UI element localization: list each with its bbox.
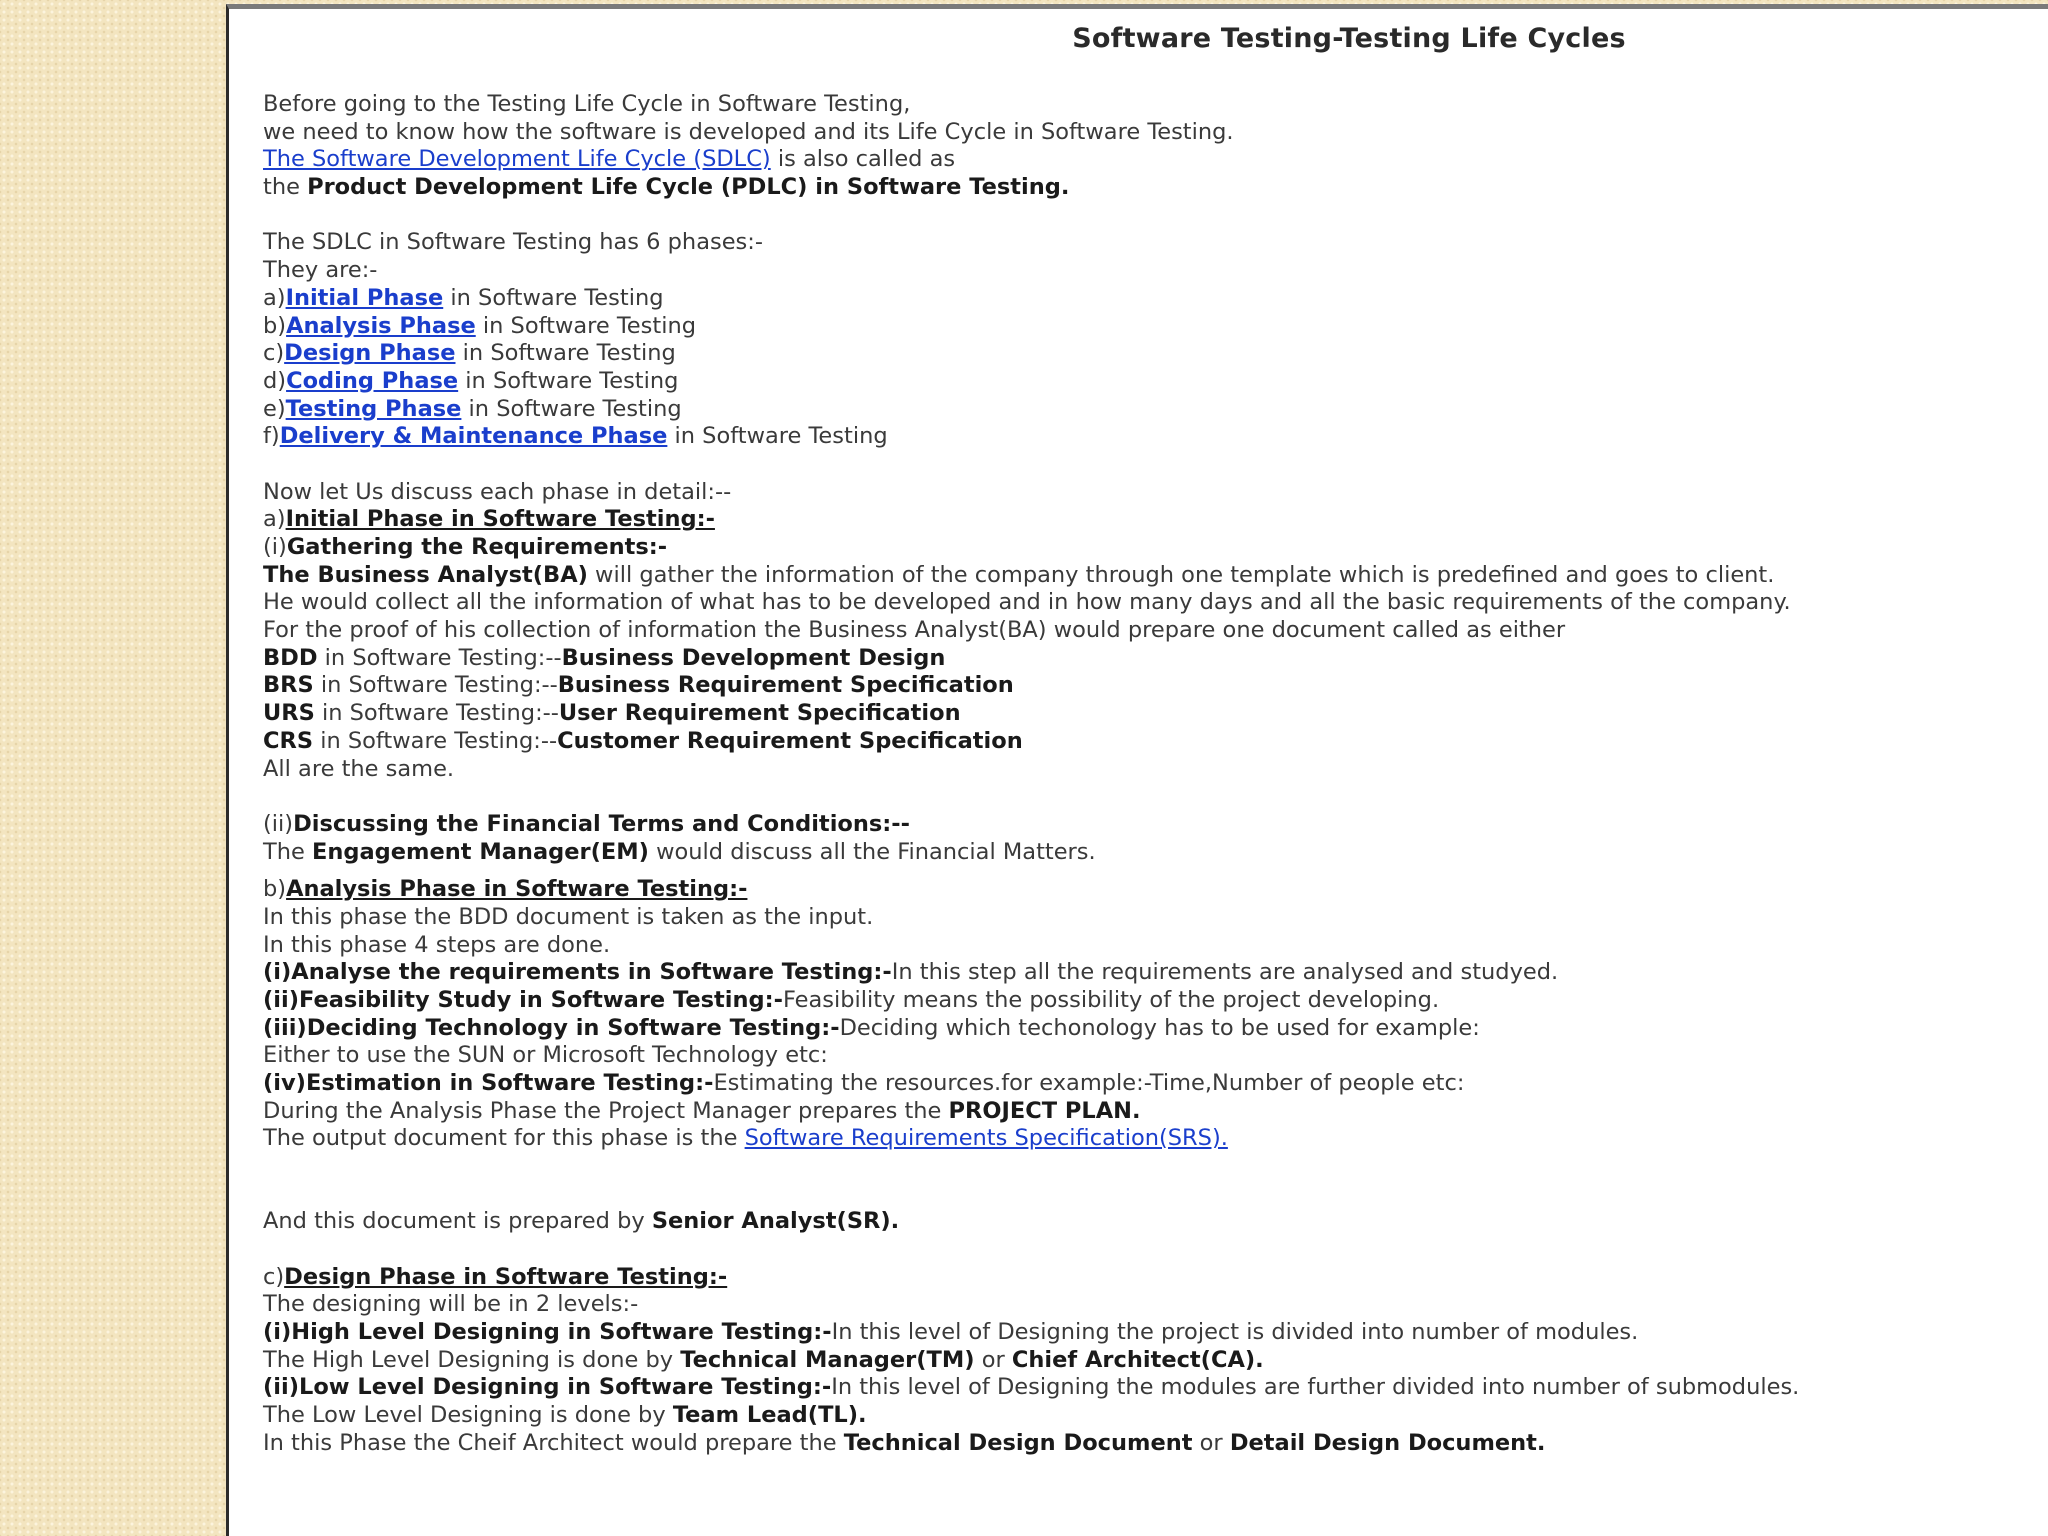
- subheading: (ii)Discussing the Financial Terms and Conditions:--: [263, 810, 910, 837]
- coding-phase-link[interactable]: Coding Phase: [286, 367, 459, 394]
- paragraph-line: The designing will be in 2 levels:-: [263, 1291, 639, 1318]
- analysis-phase-link[interactable]: Analysis Phase: [286, 312, 476, 339]
- step-line: (ii)Low Level Designing in Software Testing:-In this level of Designing the modules are further divided into number of submodules.: [263, 1374, 1800, 1401]
- phases-intro: The SDLC in Software Testing has 6 phases:-: [263, 229, 763, 256]
- paragraph-line: And this document is prepared by Senior Analyst(SR).: [263, 1208, 900, 1235]
- paragraph-line: The Low Level Designing is done by Team Lead(TL).: [263, 1401, 867, 1428]
- doc-item: CRS in Software Testing:--Customer Requirement Specification: [263, 727, 1023, 754]
- paragraph-line: The High Level Designing is done by Technical Manager(TM) or Chief Architect(CA).: [263, 1346, 1264, 1373]
- step-line: (i)High Level Designing in Software Testing:-In this level of Designing the project is divided into number of modules.: [263, 1318, 1639, 1345]
- phases-intro: They are:-: [263, 257, 378, 284]
- step-line: (iv)Estimation in Software Testing:-Estimating the resources.for example:-Time,Number of people etc:: [263, 1070, 1465, 1097]
- paragraph-line: In this phase the BDD document is taken as the input.: [263, 903, 874, 930]
- doc-item: BRS in Software Testing:--Business Requirement Specification: [263, 672, 1014, 699]
- list-item: a)Initial Phase in Software Testing: [263, 284, 664, 311]
- doc-item: URS in Software Testing:--User Requirement Specification: [263, 700, 961, 727]
- paragraph-line: Either to use the SUN or Microsoft Technology etc:: [263, 1042, 828, 1069]
- design-phase-link[interactable]: Design Phase: [284, 340, 456, 367]
- srs-link[interactable]: Software Requirements Specification(SRS).: [744, 1125, 1228, 1152]
- initial-phase-link[interactable]: Initial Phase: [285, 284, 444, 311]
- list-item: b)Analysis Phase in Software Testing: [263, 312, 696, 339]
- list-item: d)Coding Phase in Software Testing: [263, 367, 679, 394]
- list-item: e)Testing Phase in Software Testing: [263, 395, 682, 422]
- paragraph-line: In this Phase the Cheif Architect would prepare the Technical Design Document or Detail Design Document.: [263, 1429, 1546, 1456]
- section-heading-analysis: b)Analysis Phase in Software Testing:-: [263, 876, 748, 903]
- paragraph-line: The output document for this phase is the Software Requirements Specification(SRS).: [263, 1125, 1228, 1152]
- paragraph-line: The Engagement Manager(EM) would discuss all the Financial Matters.: [263, 838, 1096, 865]
- paragraph-line: In this phase 4 steps are done.: [263, 931, 611, 958]
- step-line: (i)Analyse the requirements in Software Testing:-In this step all the requirements are analysed and studyed.: [263, 959, 1559, 986]
- intro-line: The Software Development Life Cycle (SDLC) is also called as: [263, 146, 956, 173]
- article-body: [263, 91, 2043, 1457]
- step-line: (ii)Feasibility Study in Software Testing:-Feasibility means the possibility of the project developing.: [263, 987, 1440, 1013]
- document-page: [226, 4, 2048, 1536]
- intro-line: the Product Development Life Cycle (PDLC) in Software Testing.: [263, 174, 1070, 201]
- section-heading-design: c)Design Phase in Software Testing:-: [263, 1263, 728, 1290]
- doc-item: BDD in Software Testing:--Business Development Design: [263, 644, 946, 671]
- paragraph-line: All are the same.: [263, 755, 455, 782]
- section-heading-initial: a)Initial Phase in Software Testing:-: [263, 506, 715, 533]
- list-item: f)Delivery & Maintenance Phase in Software Testing: [263, 423, 888, 450]
- step-line: (iii)Deciding Technology in Software Testing:-Deciding which techonology has to be used for example:: [263, 1014, 1480, 1041]
- testing-phase-link[interactable]: Testing Phase: [285, 395, 462, 422]
- delivery-maintenance-phase-link[interactable]: Delivery & Maintenance Phase: [279, 423, 668, 450]
- page-title: Software Testing-Testing Life Cycles: [1072, 23, 1626, 54]
- discuss-line: Now let Us discuss each phase in detail:--: [263, 478, 732, 505]
- intro-line: we need to know how the software is developed and its Life Cycle in Software Testing.: [263, 118, 1234, 145]
- paragraph-line: He would collect all the information of what has to be developed and in how many days and all the basic requirements of the company.: [263, 589, 1791, 616]
- paragraph-line: During the Analysis Phase the Project Manager prepares the PROJECT PLAN.: [263, 1097, 1141, 1124]
- paragraph-line: The Business Analyst(BA) will gather the information of the company through one template which is predefined and goes to client.: [263, 561, 1775, 588]
- subheading: (i)Gathering the Requirements:-: [263, 534, 668, 560]
- paragraph-line: For the proof of his collection of information the Business Analyst(BA) would prepare one document called as either: [263, 617, 1566, 644]
- list-item: c)Design Phase in Software Testing: [263, 340, 676, 367]
- intro-line: Before going to the Testing Life Cycle in Software Testing,: [263, 91, 911, 117]
- sdlc-link[interactable]: The Software Development Life Cycle (SDLC): [263, 146, 771, 173]
